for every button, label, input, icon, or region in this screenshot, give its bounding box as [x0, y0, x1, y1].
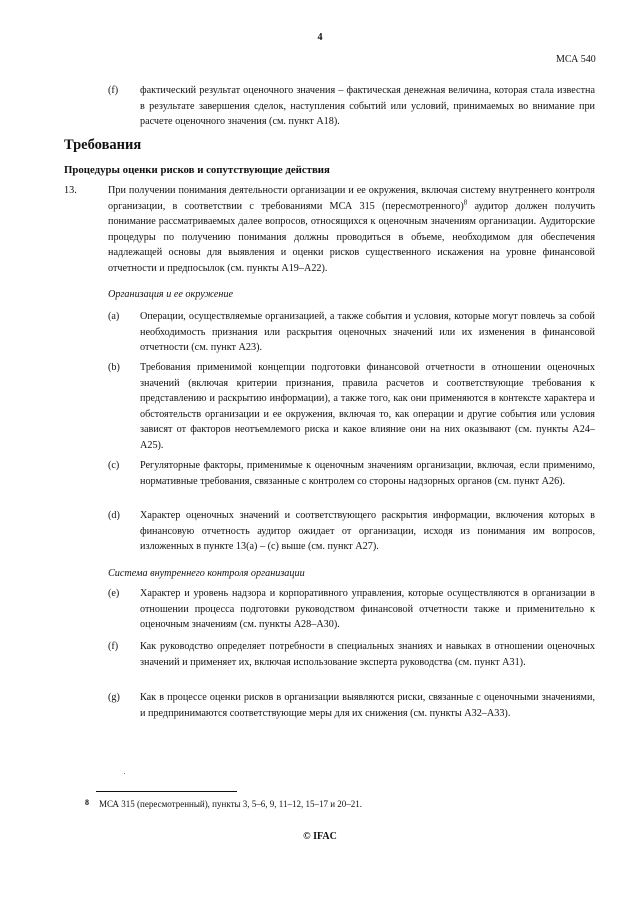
page-number: 4: [317, 32, 323, 43]
list-item-text: Как руководство определяет потребности в специальных знаниях и навыках в отношении оценочных значений и применяет их, включая использование эксперта руководства (см. пункт A31).: [140, 641, 595, 668]
subsection-title-internal-control: Система внутреннего контроля организации: [108, 568, 305, 579]
list-item-text: Характер и уровень надзора и корпоративного управления, которые осуществляются в организации в отношении процесса подготовки руководством финансовой отчетности также и применительно к оценочным значениям (см. пункты A28–A30).: [140, 588, 595, 631]
footer-copyright: © IFAC: [303, 831, 337, 842]
list-item-text: Характер оценочных значений и соответствующего раскрытия информации, включения которых в финансовую отчетность аудитор ожидает от организации, исходя из понимания им вопросов, изложенных в пункте 13(a) – (c) выше (см. пункт A27).: [140, 510, 595, 553]
scan-speck: [124, 773, 125, 774]
footnote-mark: 8: [85, 798, 89, 807]
section-heading: Требования: [64, 137, 142, 153]
list-item-text: Регуляторные факторы, применимые к оценочным значениям организации, включая, если применимо, нормативные требования, связанные с контролем со стороны надзорных органов (см. пункт A26).: [140, 460, 595, 487]
list-item-label: (c): [108, 460, 120, 471]
list-item-label: (f): [108, 641, 119, 652]
footnote-divider: [96, 791, 237, 792]
list-item-label: (e): [108, 588, 120, 599]
list-item-text: Операции, осуществляемые организацией, а также события и условия, которые могут повлечь за собой необходимость признания или раскрытия оценочных значений или их изменения в финансовой отчетности (см. пункт A23).: [140, 311, 595, 354]
footnote-text: МСА 315 (пересмотренный), пункты 3, 5–6, 9, 11–12, 15–17 и 20–21.: [99, 799, 363, 809]
list-item-text: Как в процессе оценки рисков в организации выявляются риски, связанные с оценочными значениями, и предпринимаются соответствующие меры для их снижения (см. пункты A32–A33).: [140, 692, 595, 719]
subsection-title-entity: Организация и ее окружение: [108, 289, 234, 300]
section-subheading: Процедуры оценки рисков и сопутствующие действия: [64, 164, 330, 176]
document-code: МСА 540: [556, 54, 596, 65]
list-item-label: (g): [108, 692, 120, 703]
paragraph-13-text-part1: При получении понимания деятельности организации и ее окружения, включая систему внутреннего контроля организации, в соответствии с требованиями МСА 315 (пересмотренного): [108, 185, 595, 212]
paragraph-13-text: [108, 183, 595, 277]
list-item-label: (a): [108, 311, 120, 322]
list-item-label: (d): [108, 510, 120, 521]
list-item-text: Требования применимой концепции подготовки финансовой отчетности в отношении оценочных значений (включая критерии признания, правила расчетов и соответствующие требования к представлению и раскрытию информации), а также того, как они применяются в контексте характера и обстоятельств организации и ее окружения, включая то, как операции и другие события или условия зависят от факторов неотъемлемого риска и какое влияние они на них оказывают (см. пункты A24–A25).: [140, 362, 595, 451]
intro-item-text: фактический результат оценочного значения – фактическая денежная величина, которая стала известна в результате завершения сделок, наступления событий или условий, принимаемых во внимание при расчете оценочного значения (см. пункт A18).: [140, 85, 595, 128]
intro-item-label: (f): [108, 85, 119, 96]
paragraph-number: 13.: [64, 185, 77, 196]
list-item-label: (b): [108, 362, 120, 373]
paragraph-13-text-part2: аудитор должен получить понимание рассматриваемых далее вопросов, относящихся к оценочным значениям организации. Аудиторские процедуры по получению понимания должны проводиться в объеме, необходимом для обеспечения надлежащей основы для выявления и оценки рисков существенного искажения на уровне финансовой отчетности и предпосылок (см. пункты A19–A22).: [108, 200, 595, 274]
footnote-reference: 8: [463, 198, 468, 207]
